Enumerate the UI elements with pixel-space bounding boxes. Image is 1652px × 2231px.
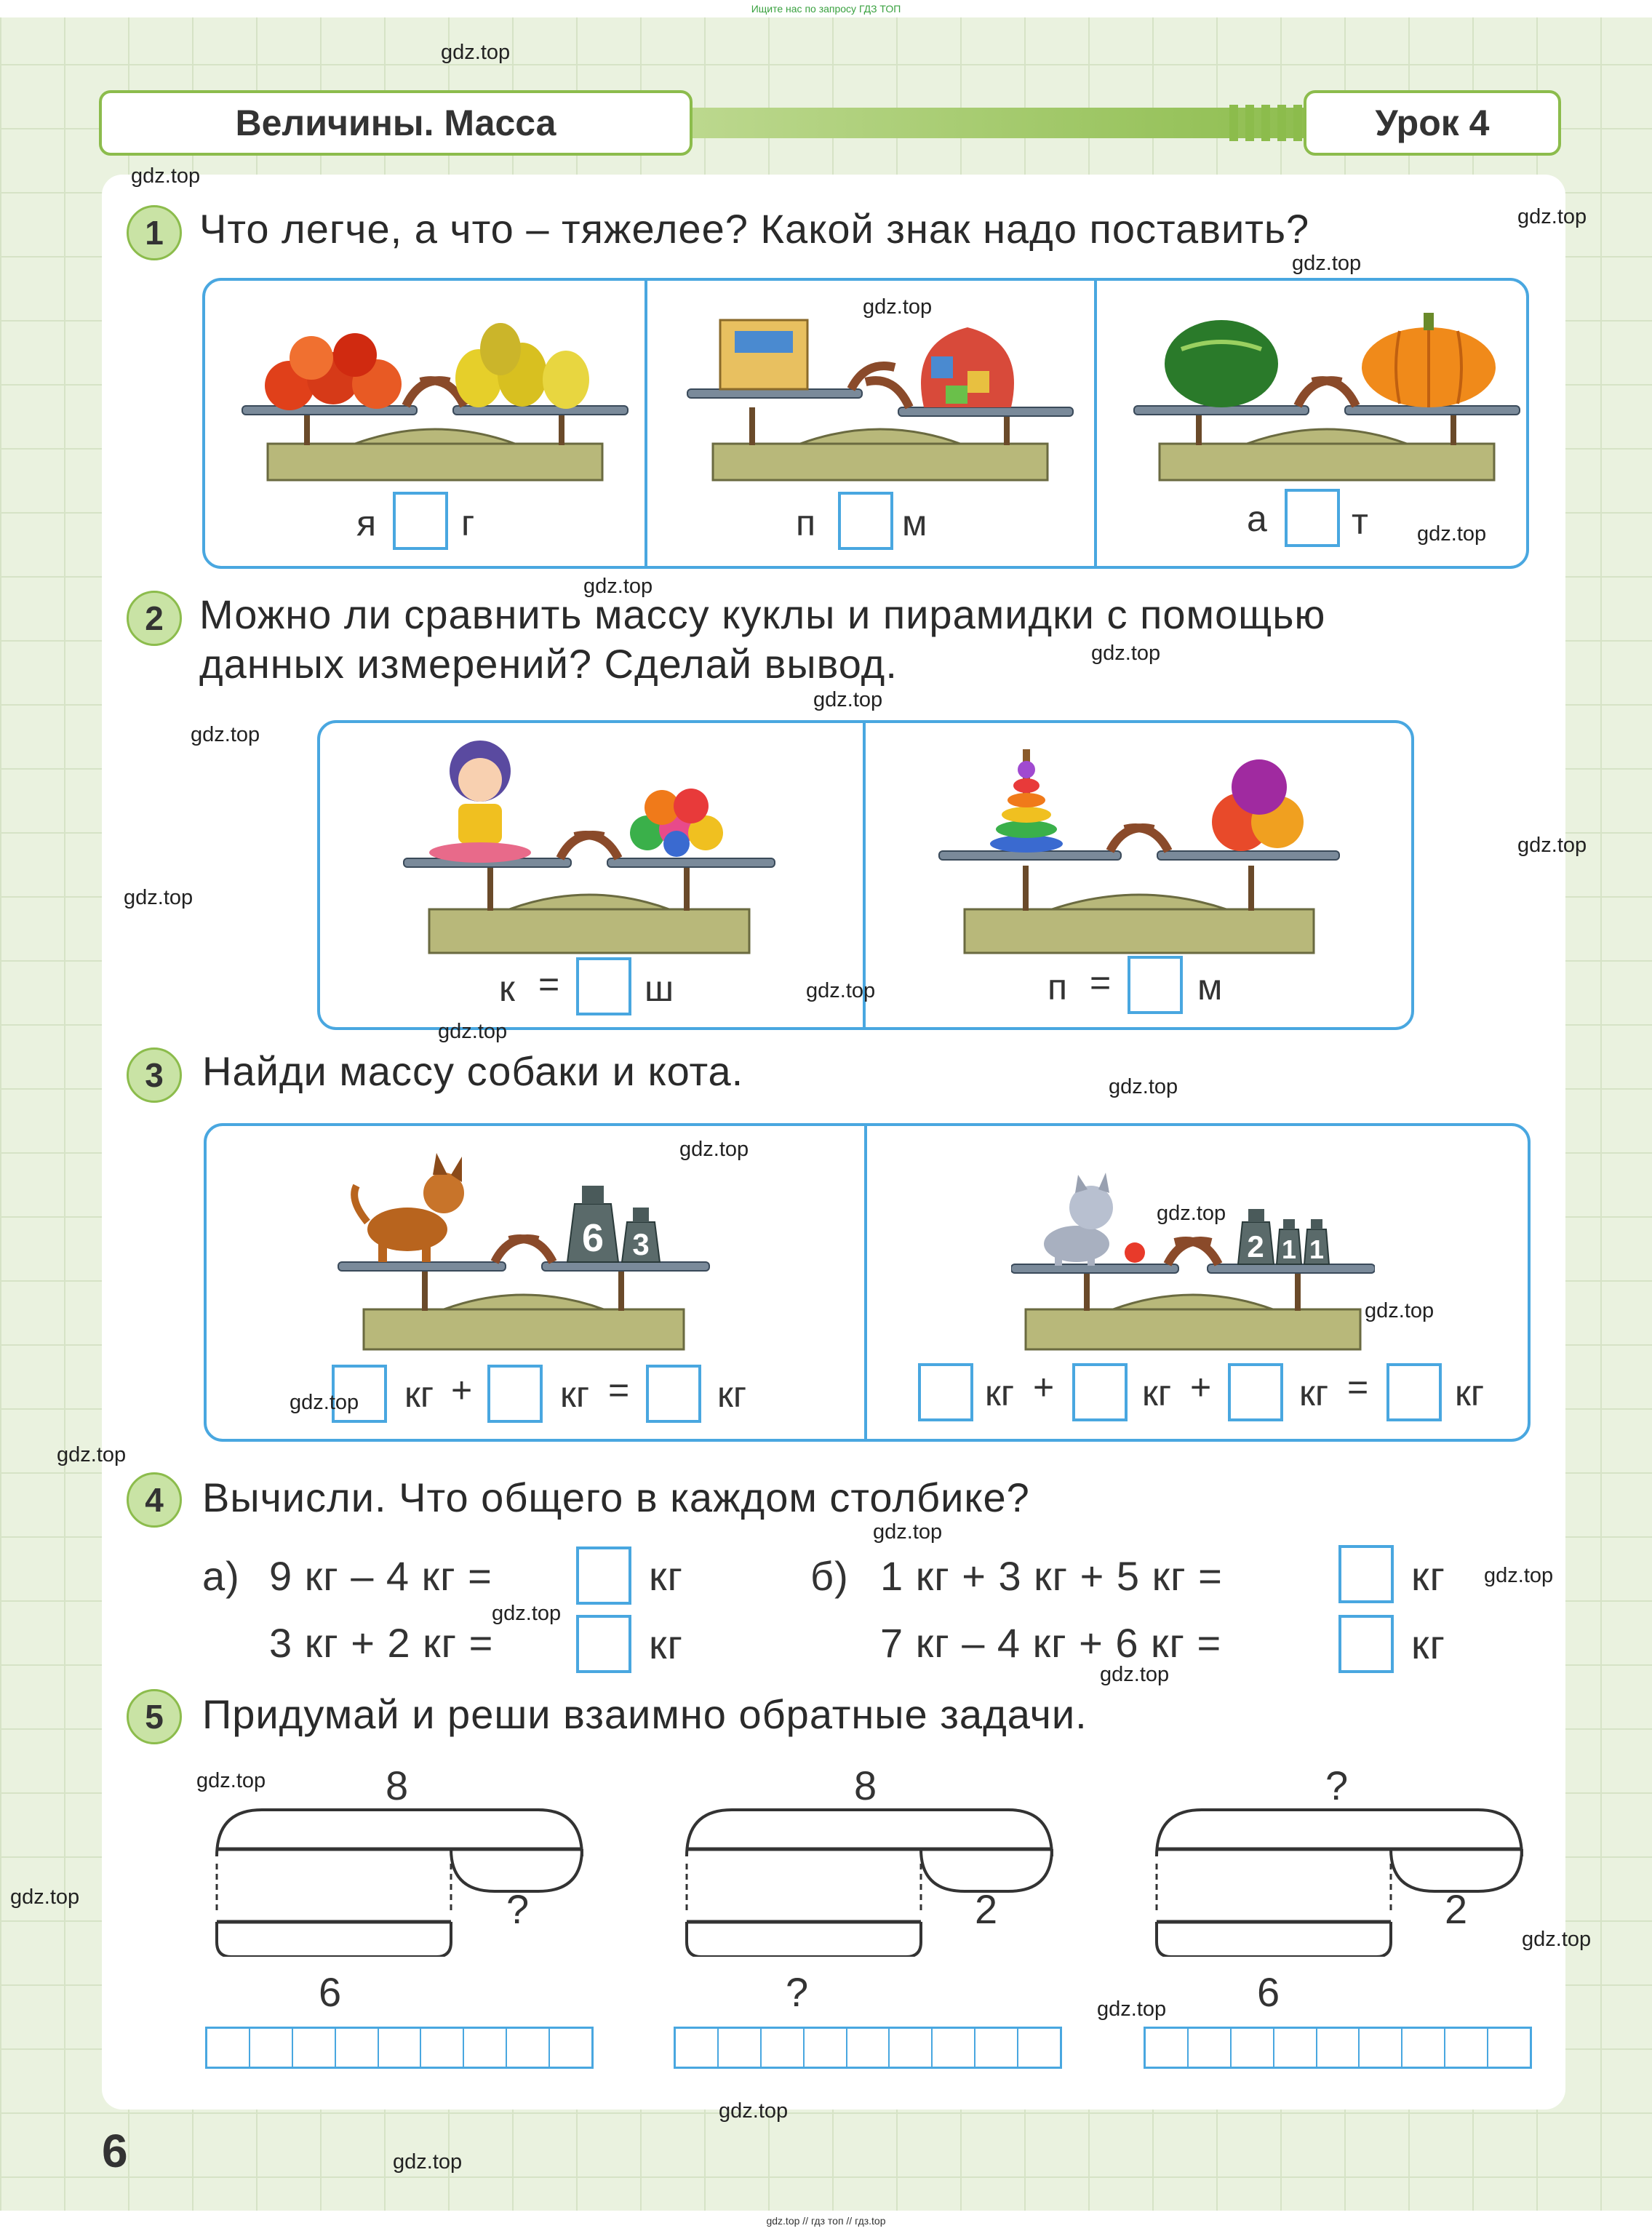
task1-p2-left: п xyxy=(796,503,816,543)
task5-d3-right: 2 xyxy=(1445,1886,1469,1932)
watermark: gdz.top xyxy=(873,1520,943,1544)
task3-p1-unit-2: кг xyxy=(560,1374,590,1415)
watermark: gdz.top xyxy=(863,295,933,319)
task3-p2-eq: = xyxy=(1347,1367,1369,1408)
scale-icon xyxy=(239,291,631,487)
balls-icon xyxy=(1212,759,1304,851)
lesson-label: Урок 4 xyxy=(1304,90,1561,156)
pyramid-toy-icon xyxy=(990,749,1063,853)
task1-p2-answer-box[interactable] xyxy=(838,492,893,550)
watermark: gdz.top xyxy=(57,1443,127,1466)
page-title: Величины. Масса xyxy=(99,90,693,156)
task4-b2: 7 кг – 4 кг + 6 кг = xyxy=(880,1620,1222,1666)
task3-p2-box-3[interactable] xyxy=(1228,1363,1283,1421)
weight-icon xyxy=(567,1186,618,1262)
scale-icon xyxy=(1130,291,1523,487)
task1-p2-right: м xyxy=(902,503,927,543)
scale-icon xyxy=(400,727,778,960)
watermark: gdz.top xyxy=(719,2099,789,2123)
task3-p1-box-3[interactable] xyxy=(646,1365,701,1423)
watermark: gdz.top xyxy=(441,41,511,64)
weight-label-6: 6 xyxy=(581,1216,604,1260)
watermark: gdz.top xyxy=(1522,1928,1592,1951)
watermark: gdz.top xyxy=(10,1885,80,1909)
dog-icon xyxy=(354,1153,464,1262)
task3-p1-box-2[interactable] xyxy=(487,1365,543,1423)
task3-text: Найди массу собаки и кота. xyxy=(202,1048,744,1094)
task3-p2-unit-3: кг xyxy=(1299,1373,1329,1413)
task5-d1-bottom: 6 xyxy=(319,1969,343,2015)
watermark: gdz.top xyxy=(492,1602,562,1625)
task3-p1-plus: + xyxy=(451,1370,473,1410)
task1-p3-answer-box[interactable] xyxy=(1285,489,1340,547)
watermark: gdz.top xyxy=(679,1138,749,1161)
task4-b-label: б) xyxy=(810,1553,849,1599)
weight-label-1a: 1 xyxy=(1281,1234,1297,1264)
task5-d2-top: 8 xyxy=(854,1763,878,1808)
top-strip xyxy=(0,0,1652,17)
watermark: gdz.top xyxy=(1517,834,1587,857)
bottom-strip xyxy=(0,2211,1652,2231)
top-note: Ищите нас по запросу ГДЗ ТОП xyxy=(751,3,901,15)
watermark: gdz.top xyxy=(196,1769,266,1792)
watermark: gdz.top xyxy=(290,1391,359,1414)
watermark: gdz.top xyxy=(438,1020,508,1043)
pears-icon xyxy=(455,323,589,409)
scale-icon xyxy=(335,1135,713,1353)
task4-a2-unit: кг xyxy=(649,1621,683,1667)
weight-icon xyxy=(622,1208,660,1262)
page-number: 6 xyxy=(102,2125,128,2177)
task3-p2-plus-2: + xyxy=(1190,1367,1212,1408)
task5-d2-bottom: ? xyxy=(786,1969,810,2015)
pumpkin-icon xyxy=(1362,313,1496,407)
weight-label-3: 3 xyxy=(632,1227,650,1261)
task2-p2-right: м xyxy=(1197,967,1223,1007)
scale-icon xyxy=(935,727,1343,960)
task3-p2-unit-1: кг xyxy=(985,1373,1015,1413)
watermark: gdz.top xyxy=(1091,642,1161,665)
task2-line2: данных измерений? Сделай вывод. xyxy=(199,641,898,687)
task5-text: Придумай и реши взаимно обратные задачи. xyxy=(202,1691,1088,1737)
apples-icon xyxy=(265,333,402,410)
sack-icon xyxy=(921,327,1014,407)
watermark: gdz.top xyxy=(131,164,201,188)
header-stripes xyxy=(1229,105,1302,141)
task3-number: 3 xyxy=(127,1047,182,1103)
answer-grid-3[interactable] xyxy=(1144,2027,1532,2069)
task1-p1-left: я xyxy=(356,503,377,543)
watermark: gdz.top xyxy=(1292,252,1362,275)
balls-icon xyxy=(630,789,723,857)
task3-p2-box-2[interactable] xyxy=(1072,1363,1128,1421)
weight-label-2: 2 xyxy=(1247,1229,1264,1264)
task2-line1: Можно ли сравнить массу куклы и пирамидки с помощью xyxy=(199,591,1326,637)
task1-p1-right: г xyxy=(461,503,475,543)
bottom-note: gdz.top // гдз топ // гдз.top xyxy=(766,2215,886,2227)
task2-p1-eq: = xyxy=(538,964,560,1005)
weight-label-1b: 1 xyxy=(1309,1234,1325,1264)
task4-a1-unit: кг xyxy=(649,1553,683,1599)
task2-p2-answer-box[interactable] xyxy=(1128,956,1183,1014)
task4-b2-unit: кг xyxy=(1411,1621,1445,1667)
task4-a1-box[interactable] xyxy=(576,1546,631,1605)
watermark: gdz.top xyxy=(1097,1997,1167,2021)
weight-icon xyxy=(1304,1219,1329,1264)
scale-icon xyxy=(684,291,1077,487)
watermark: gdz.top xyxy=(583,575,653,598)
task1-p3-left: а xyxy=(1247,498,1267,539)
task3-p2-unit-4: кг xyxy=(1455,1373,1485,1413)
task4-number: 4 xyxy=(127,1472,182,1528)
task3-p1-eq: = xyxy=(608,1370,630,1410)
watermark: gdz.top xyxy=(813,688,883,711)
task2-p2-left: п xyxy=(1048,967,1068,1007)
watermark: gdz.top xyxy=(1417,522,1487,546)
task5-d1-right: ? xyxy=(506,1886,530,1932)
task4-b2-box[interactable] xyxy=(1338,1615,1394,1673)
task5-number: 5 xyxy=(127,1689,182,1744)
task1-text: Что легче, а что – тяжелее? Какой знак надо поставить? xyxy=(199,206,1310,252)
task2-number: 2 xyxy=(127,591,182,646)
watermark: gdz.top xyxy=(393,2150,463,2174)
watermark: gdz.top xyxy=(1109,1075,1178,1098)
watermark: gdz.top xyxy=(1484,1564,1554,1587)
task4-a2-box[interactable] xyxy=(576,1615,631,1673)
task4-a2: 3 кг + 2 кг = xyxy=(269,1620,494,1666)
task5-d2-right: 2 xyxy=(975,1886,999,1932)
task4-b1-unit: кг xyxy=(1411,1553,1445,1599)
task1-p3-right: т xyxy=(1352,501,1368,542)
task4-b1: 1 кг + 3 кг + 5 кг = xyxy=(880,1553,1223,1599)
watermark: gdz.top xyxy=(1365,1299,1434,1322)
cat-icon xyxy=(1044,1173,1145,1266)
package-icon xyxy=(720,320,807,389)
task3-p2-box-4[interactable] xyxy=(1386,1363,1442,1421)
watermark: gdz.top xyxy=(1157,1202,1226,1225)
task3-p2-plus-1: + xyxy=(1033,1367,1055,1408)
task4-a1: 9 кг – 4 кг = xyxy=(269,1553,492,1599)
segment-diagram xyxy=(211,1797,589,1957)
task4-b1-box[interactable] xyxy=(1338,1545,1394,1603)
task2-p1-left: к xyxy=(499,968,515,1009)
segment-diagram xyxy=(1151,1797,1529,1957)
task2-p2-eq: = xyxy=(1090,962,1112,1003)
task1-divider-1 xyxy=(645,279,647,567)
task2-p1-answer-box[interactable] xyxy=(576,957,631,1015)
task2-p1-right: ш xyxy=(645,968,674,1009)
watermark: gdz.top xyxy=(1517,205,1587,228)
task5-d3-bottom: 6 xyxy=(1257,1969,1281,2015)
doll-icon xyxy=(429,741,531,863)
segment-diagram xyxy=(681,1797,1059,1957)
watermark: gdz.top xyxy=(1100,1663,1170,1686)
task3-p2-unit-2: кг xyxy=(1142,1373,1172,1413)
task5-d3-top: ? xyxy=(1325,1763,1349,1808)
watermark: gdz.top xyxy=(806,979,876,1002)
task4-a-label: а) xyxy=(202,1553,240,1599)
task1-divider-2 xyxy=(1094,279,1097,567)
task5-d1-top: 8 xyxy=(386,1763,410,1808)
task3-p2-box-1[interactable] xyxy=(918,1363,973,1421)
scale-icon xyxy=(1011,1157,1375,1353)
answer-grid-1[interactable] xyxy=(205,2027,594,2069)
answer-grid-2[interactable] xyxy=(674,2027,1062,2069)
task3-divider xyxy=(864,1125,867,1440)
task3-p1-unit-1: кг xyxy=(404,1374,434,1415)
task1-number: 1 xyxy=(127,205,182,260)
watermark: gdz.top xyxy=(124,886,193,909)
task1-p1-answer-box[interactable] xyxy=(393,492,448,550)
task4-text: Вычисли. Что общего в каждом столбике? xyxy=(202,1474,1030,1520)
weight-icon xyxy=(1238,1209,1274,1264)
task3-p1-unit-3: кг xyxy=(717,1374,747,1415)
weight-icon xyxy=(1277,1219,1301,1264)
watermark: gdz.top xyxy=(191,723,260,746)
watermelon-icon xyxy=(1165,320,1278,407)
